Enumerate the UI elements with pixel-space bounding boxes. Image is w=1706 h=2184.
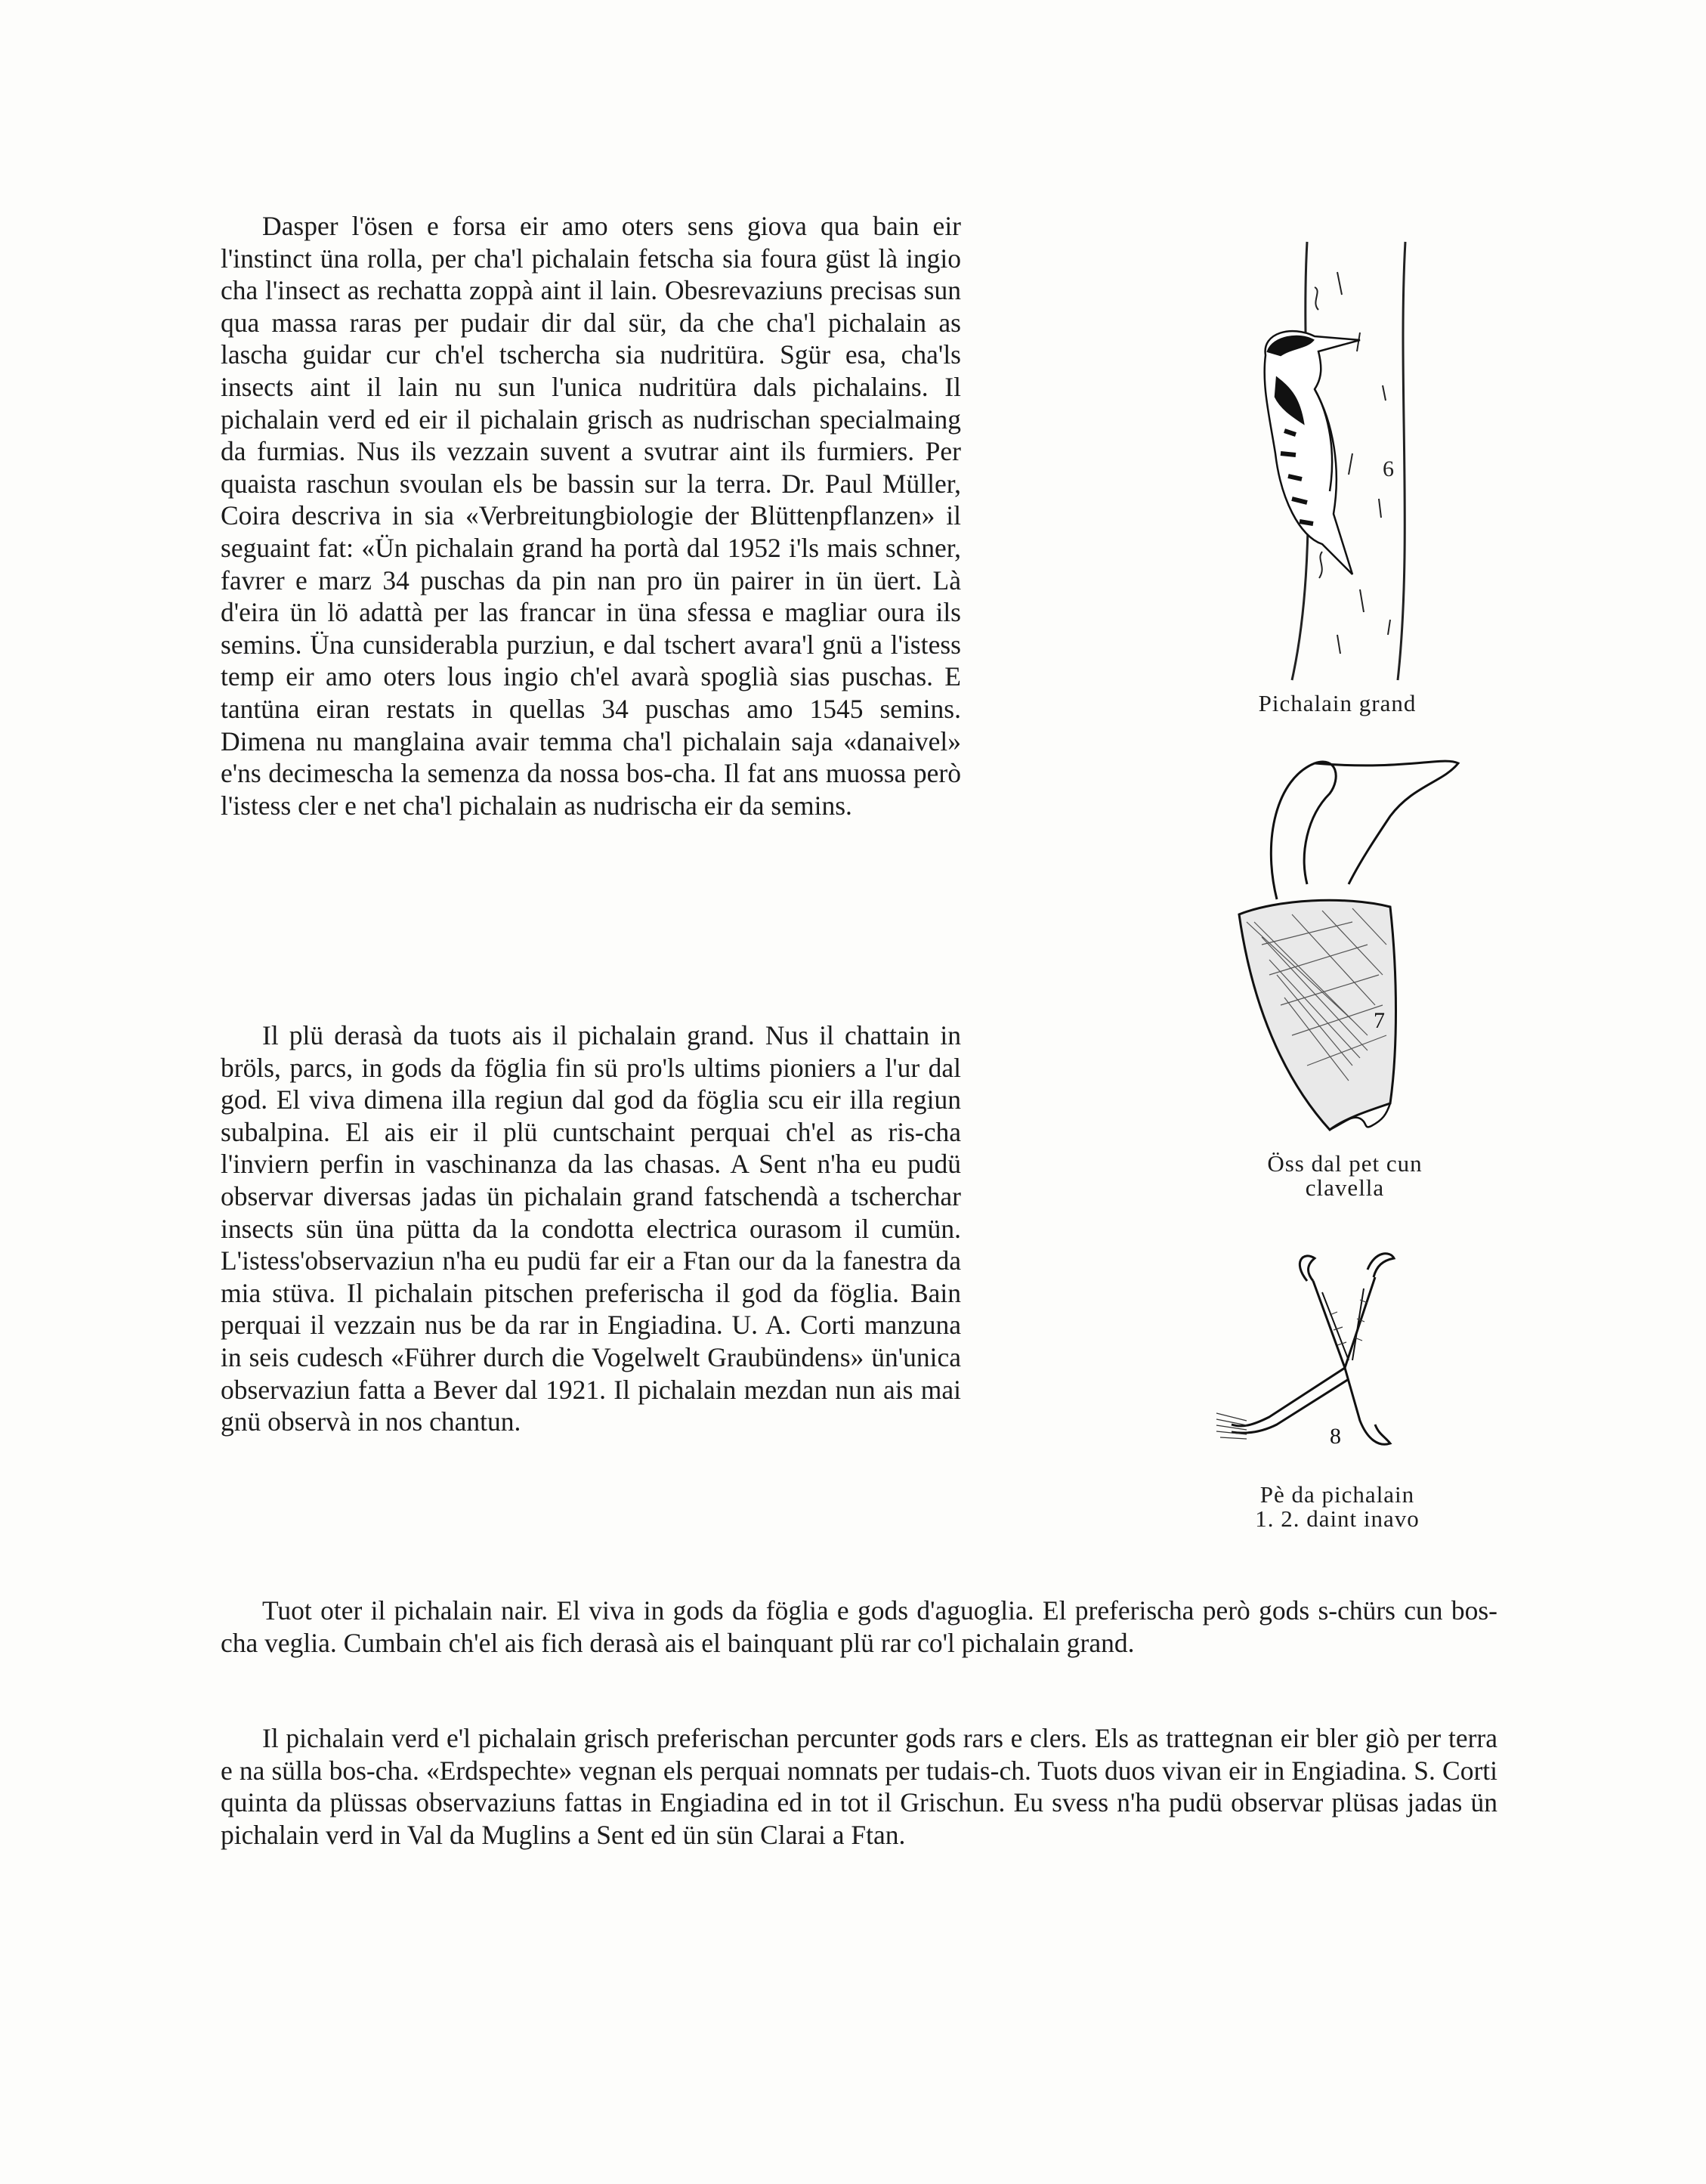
figure-woodpecker [1209,227,1466,688]
paragraph-2: Il plü derasà da tuots ais il pichalain grand. Nus il chattain in bröls, parcs, in gods da föglia fin sü pro'ls ultims pioniers a l'ur dal god. El viva dimena illa regiun dal god da föglia scu eir illa regiun subalpina. El ais eir il plü cuntschaint perquai ch'el as ris-cha l'inviern perfin in vaschinanza da las chasas. A Sent n'ha eu pudü observar diversas jadas ün pichalain grand fatschendà a tscherchar insects sün üna pütta da la condotta electrica ourasom il cumün. L'istess'observaziun n'ha eu pudü far eir a Ftan our da la fanestra da mia stüva. Il pichalain pitschen preferischa il god da föglia. Bain perquai il vezzain nus be da rar in Engiadina. U. A. Corti manzuna in seis cudesch «Führer durch die Vogelwelt Graubündens» ün'unica observaziun fatta a Bever dal 1921. Il pichalain mezdan nun ais mai gnü observà in nos chantun. [221,1020,961,1437]
foot-illustration [1216,1247,1458,1466]
figure-caption-foot: Pè da pichalain 1. 2. daint inavo [1255,1481,1420,1532]
figure-caption-skull: Öss dal pet cun clavella [1267,1150,1423,1201]
paragraph-1: Dasper l'ösen e forsa eir amo oters sens giova qua bain eir l'instinct üna rolla, per cha'l pichalain fetscha sia foura güst là ingio cha l'insect as rechatta zoppà aint il lain. Obesrevaziuns precisas sun qua massa raras per pudair dir dal sür, da che cha'l pichalain as lascha guidar cur ch'el tschercha sia nudritüra. Sgür esa, cha'ls insects aint il lain nu sun l'unica nudritüra dals pichalains. Il pichalain verd ed eir il pichalain grisch as nudrischan specialmaing da furmias. Nus ils vezzain suvent a svutrar aint ils furmiers. Per quaista raschun svoulan els be bassin sur la terra. Dr. Paul Müller, Coira descriva in sia «Verbreitungbiologie der Blüttenpflanzen» il seguaint fat: «Ün pichalain grand ha portà dal 1952 i'ls mais schner, favrer e marz 34 puschas da pin nan pro ün pairer in ün üert. Là d'eira ün lö adattà per las francar in üna sfessa e magliar oura ils semins. Üna cunsiderabla purziun, e dal tschert avara'l gnü a l'istess temp eir amo oters lous ingio ch'el avarà spoglià sias puschas. E tantüna eiran restats in quellas 34 puschas amo 1545 semins. Dimena nu manglaina avair temma cha'l pichalain saja «danaivel» e'ns decimescha la semenza da nossa bos-cha. Il fat ans muossa però l'istess cler e net cha'l pichalain as nudrischa eir da semins. [221,211,961,821]
woodpecker-illustration [1209,227,1466,688]
skull-illustration [1216,748,1473,1171]
figure-number-7: 7 [1374,1008,1385,1033]
figure-number-6: 6 [1383,456,1394,481]
paragraph-4: Il pichalain verd e'l pichalain grisch preferischan percunter gods rars e clers. Els as trattegnan eir bler giò per terra e na sülla bos-cha. «Erdspechte» vegnan els perquai nomnats per tudais-ch. Tuots duos vivan eir in Engiadina. S. Corti quinta da plüssas observaziuns fattas in Engiadina ed in tot il Grischun. Eu svess n'ha pudü observar plüsas jadas ün pichalain verd in Val da Muglins a Sent ed ün sün Clarai a Ftan. [221,1723,1497,1850]
figure-number-8: 8 [1330,1424,1341,1449]
figure-foot [1216,1247,1458,1466]
figure-skull [1216,748,1473,1171]
figure-caption-woodpecker: Pichalain grand [1258,690,1417,716]
paragraph-3: Tuot oter il pichalain nair. El viva in gods da föglia e gods d'aguoglia. El preferischa però gods s-chürs cun bos-cha veglia. Cumbain ch'el ais fich derasà ais el bainquant plü rar co'l pichalain grand. [221,1595,1497,1658]
